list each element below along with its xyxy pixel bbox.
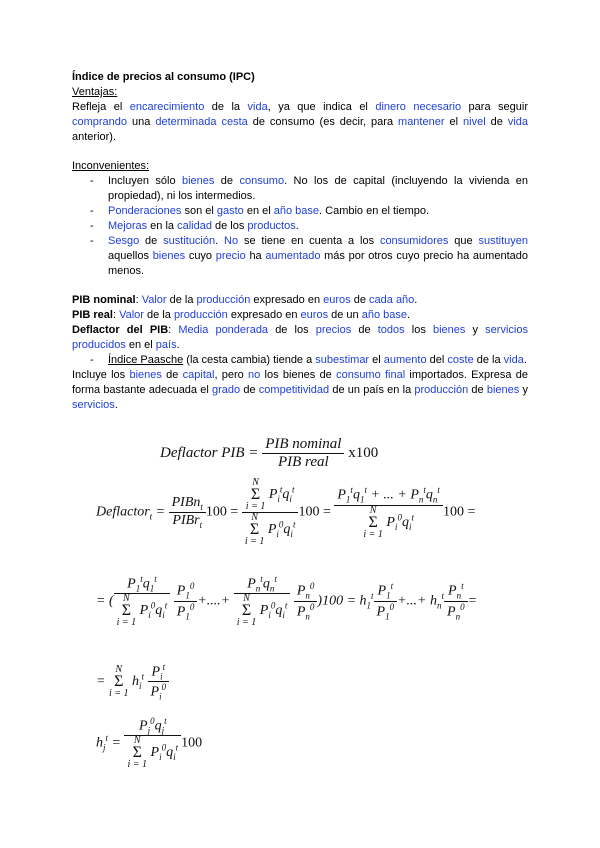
keyword-text: euros (323, 294, 351, 306)
keyword-text: nivel (463, 116, 486, 128)
keyword-text: vida (507, 116, 528, 128)
formula-deflactor-pib (160, 436, 378, 471)
text-run: de (468, 384, 487, 396)
keyword-text: precio (215, 250, 246, 262)
text-run: . (523, 354, 527, 366)
keyword-text: cada año (369, 294, 415, 306)
inconvenientes-heading: Inconvenientes: (72, 160, 150, 172)
keyword-text: comprando (72, 116, 128, 128)
text-run: de la (204, 101, 248, 113)
keyword-text: todos (377, 324, 405, 336)
text-run: de (214, 175, 240, 187)
text-run: : (168, 324, 179, 336)
text-run: en el (125, 339, 156, 351)
keyword-text: mantener (398, 116, 445, 128)
text-run: , pero (214, 369, 249, 381)
keyword-text: capital (182, 369, 215, 381)
keyword-text: vida (247, 101, 268, 113)
text-run: . No los de capital (incluyendo la vivienda en propiedad), ni los intermedios. (108, 175, 528, 202)
text-run: los (404, 324, 433, 336)
formula-expansion: = ( $P_1^tq_1^t$ N Σ i = 1 $P_i^0q_i^t$ $\frac{P_1^0}{P_1^0}$ +....+ $P_n^tq_n^t$ N Σ i = 1 $P_i^0q_i^t$ $\frac{P_n^0}{P_n^0}$ )$100 = h_1^t$ $\frac{P_1^t}{P_1^0}$ +...+ $h_n^t$ $\frac{P_n^t}{P_n^0}$ = (96, 574, 478, 629)
keyword-text: bienes (181, 175, 215, 187)
text-run: de (139, 235, 164, 247)
keyword-text: año base (273, 205, 320, 217)
deflactor-line (72, 323, 528, 353)
keyword-text: determinada cesta (155, 116, 248, 128)
list-item (72, 219, 528, 234)
text-run: el (369, 354, 384, 366)
pib-nominal-line (72, 293, 528, 308)
text-run: de (240, 384, 259, 396)
keyword-text: subestimar (315, 354, 370, 366)
keyword-text: gasto (216, 205, 244, 217)
ventajas-text (72, 100, 528, 145)
text-run: . (295, 220, 299, 232)
keyword-text: coste (447, 354, 474, 366)
text-run: Índice Paasche (108, 354, 184, 366)
keyword-text: sustitución (163, 235, 216, 247)
text-run: aquellos (108, 250, 153, 262)
keyword-text: consumo (239, 175, 285, 187)
pib-real-line (72, 308, 528, 323)
keyword-text: consumo final (336, 369, 406, 381)
text-run: . (114, 399, 118, 411)
keyword-text: encarecimiento (129, 101, 205, 113)
text-run: en el (243, 205, 274, 217)
text-run: de un país en la (329, 384, 415, 396)
text-run: de consumo (es decir, para (247, 116, 399, 128)
text-run: Incluyen sólo (108, 175, 182, 187)
text-run: de la (143, 309, 174, 321)
text-run: una (127, 116, 156, 128)
text-run: para seguir (461, 101, 528, 113)
keyword-text: bienes (129, 369, 162, 381)
keyword-text: vida (503, 354, 524, 366)
keyword-text: Valor (141, 294, 167, 306)
keyword-text: Valor (119, 309, 144, 321)
formula-deflactor-t: Deflactor$_t$ = $\frac{PIBn_t}{PIBr_t}$ 100 = N Σ i = 1 $P_i^tq_i^t$ N Σ i = 1 $P_i^0q_i^t$ 100 = $P_1^tq_1^t$ + ... + $P_n^tq_n^t$ N Σ i = 1 $P_i^0q_i^t$ 100 = (96, 477, 476, 547)
text-run: y (465, 324, 486, 336)
keyword-text: aumentado (265, 250, 321, 262)
text-run: expresado en (250, 294, 324, 306)
text-run: de (350, 294, 370, 306)
list-item (72, 353, 528, 368)
text-run: el (444, 116, 464, 128)
text-run: . Cambio en el tiempo. (319, 205, 430, 217)
formula-h-weight: $h_j^t$ = $P_j^0q_j^t$ N Σ i = 1 $P_i^0q_i^t$ 100 (96, 716, 203, 771)
formula-h: h (96, 735, 103, 751)
list-item (72, 234, 528, 279)
text-run: . (406, 309, 411, 321)
keyword-text: precios (315, 324, 352, 336)
keyword-text: sustituyen (478, 235, 528, 247)
text-run: de la (166, 294, 197, 306)
keyword-text: producción (173, 309, 228, 321)
text-run: de los (268, 324, 316, 336)
keyword-text: Media ponderada (178, 324, 269, 336)
bold-term: PIB real (72, 309, 113, 321)
formula-denominator: PIB real (277, 454, 329, 470)
text-run: . (414, 294, 418, 306)
text-run: . (176, 339, 180, 351)
document-body (72, 70, 528, 413)
text-run: de (351, 324, 378, 336)
keyword-text: no (248, 369, 261, 381)
keyword-text: euros (300, 309, 329, 321)
text-run: (la cesta cambia) tiende a (183, 354, 316, 366)
keyword-text: año base (361, 309, 407, 321)
keyword-text: consumidores (379, 235, 449, 247)
bold-term: Deflactor del PIB (72, 324, 169, 336)
keyword-text: producción (414, 384, 469, 396)
text-run: anterior). (72, 131, 117, 143)
keyword-text: Sesgo (108, 235, 140, 247)
formula-word: Deflactor (96, 504, 150, 520)
text-run: de los (211, 220, 248, 232)
formula-sum-h: = N Σ i = 1 $h_i^t$ $\frac{P_i^t}{P_i^0}$ (96, 662, 169, 702)
text-run: Incluye los (72, 369, 130, 381)
incluye-paragraph (72, 368, 528, 413)
keyword-text: Mejoras (108, 220, 148, 232)
text-run: : (112, 309, 120, 321)
text-run: cuyo (185, 250, 216, 262)
ventajas-heading: Ventajas: (72, 86, 118, 98)
text-run: que (448, 235, 479, 247)
text-run: , ya que indica el (267, 101, 376, 113)
text-run: de un (328, 309, 362, 321)
text-run: del (426, 354, 448, 366)
list-item (72, 204, 528, 219)
keyword-text: grado (212, 384, 241, 396)
text-run: de (485, 116, 508, 128)
formula-numerator: PIB nominal (262, 436, 344, 454)
text-run: Refleja el (72, 101, 130, 113)
keyword-text: productos (247, 220, 296, 232)
text-run: y (519, 384, 528, 396)
keyword-text: dinero necesario (375, 101, 462, 113)
keyword-text: bienes (486, 384, 520, 396)
text-run: más por otros cuyo precio ha aumentado menos. (108, 250, 528, 277)
keyword-text: calidad (177, 220, 212, 232)
keyword-text: servicios producidos (72, 324, 528, 351)
text-run: ha (245, 250, 266, 262)
formula-lhs: Deflactor PIB = (160, 444, 259, 461)
keyword-text: país (155, 339, 177, 351)
doc-title: Índice de precios al consumo (IPC) (72, 71, 255, 83)
keyword-text: competitividad (258, 384, 330, 396)
text-run: . (215, 235, 225, 247)
keyword-text: No (224, 235, 239, 247)
keyword-text: bienes (432, 324, 466, 336)
formula-tail: x100 (348, 444, 379, 461)
keyword-text: producción (196, 294, 251, 306)
text-run: los bienes de (260, 369, 337, 381)
text-run: expresado en (227, 309, 301, 321)
inconvenientes-list (72, 174, 528, 279)
list-item (72, 174, 528, 204)
text-run: se tiene en cuenta a los (238, 235, 380, 247)
paasche-list (72, 353, 528, 368)
keyword-text: aumento (383, 354, 427, 366)
keyword-text: Ponderaciones (108, 205, 182, 217)
text-run: de la (473, 354, 504, 366)
text-run: importados. Expresa de forma bastante adecuada el (72, 369, 529, 396)
text-run: : (135, 294, 142, 306)
keyword-text: bienes (152, 250, 186, 262)
keyword-text: servicios (72, 399, 115, 411)
text-run: de (161, 369, 183, 381)
bold-term: PIB nominal (72, 294, 136, 306)
text-run: en la (147, 220, 178, 232)
text-run: son el (181, 205, 217, 217)
